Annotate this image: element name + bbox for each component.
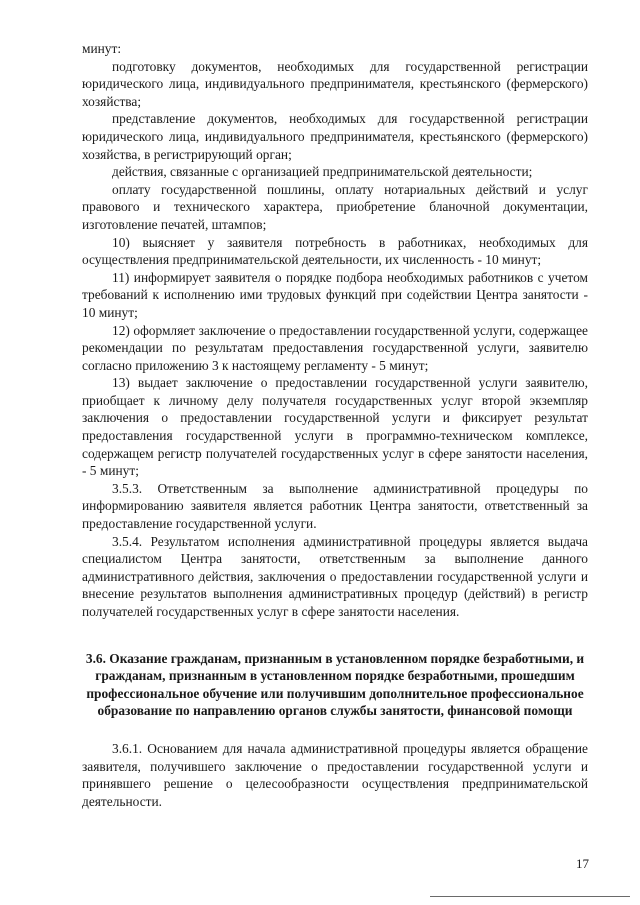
paragraph-item-11: 11) информирует заявителя о порядке подбора необходимых работников с учетом требований к исполнению ими трудовых функций при содействии Центра занятости - 10 минут; bbox=[82, 269, 588, 320]
scan-edge-divider bbox=[430, 896, 630, 897]
paragraph-docs-preparation: подготовку документов, необходимых для государственной регистрации юридического лица, индивидуального предпринимателя, крестьянского (фермерского) хозяйства; bbox=[82, 58, 588, 109]
paragraph-organization-actions: действия, связанные с организацией предпринимательской деятельности; bbox=[112, 164, 533, 180]
paragraph-item-13: 13) выдает заключение о предоставлении государственной услуги заявителю, приобщает к личному делу получателя государственных услуг второй экземпляр заключения о предоставлении государственной услуги и фиксирует результат предоставления государственной услуги в программно-техническом комплексе, содержащем регистр получателей государственных услуг в сфере занятости населения, - 5 минут; bbox=[82, 375, 588, 479]
paragraph-3-5-3: 3.5.3. Ответственным за выполнение административной процедуры по информированию заявителя является работник Центра занятости, ответственный за предоставление государственной услуги. bbox=[82, 480, 588, 532]
paragraph-item-10: 10) выясняет у заявителя потребность в работниках, необходимых для осуществления предпринимательской деятельности, их численность - 10 минут; bbox=[82, 234, 588, 268]
paragraph-fee-payment: оплату государственной пошлины, оплату нотариальных действий и услуг правового и технического характера, приобретение бланочной документации, изготовление печатей, штампов; bbox=[82, 181, 588, 232]
paragraph-continuation: минут: bbox=[82, 41, 122, 56]
paragraph-docs-submission: представление документов, необходимых для государственной регистрации юридического лица, индивидуального предпринимателя, крестьянского (фермерского) хозяйства, в регистрирующий орган; bbox=[82, 111, 588, 162]
paragraph-item-12: 12) оформляет заключение о предоставлении государственной услуги, содержащее рекомендации по результатам предоставления государственной услуги, заявителю согласно приложению 3 к настоящему регламенту - 5 минут; bbox=[82, 322, 588, 373]
paragraph-3-5-4: 3.5.4. Результатом исполнения административной процедуры является выдача специалистом Центра занятости, ответственным за выполнение данного административного действия, заключения о предоставлении государственной услуги и внесение результатов выполнения административных процедур (действий) в регистр получателей государственных услуг в сфере занятости населения. bbox=[82, 533, 588, 619]
page-number: 17 bbox=[576, 856, 589, 871]
page-body bbox=[82, 40, 588, 810]
paragraph-3-6-1: 3.6.1. Основанием для начала административной процедуры является обращение заявителя, получившего заключение о предоставлении государственной услуги и принявшего решение о целесообразности осуществления предпринимательской деятельности. bbox=[82, 740, 588, 809]
section-heading-3-6: 3.6. Оказание гражданам, признанным в установленном порядке безработными, и гражданам, признанным в установленном порядке безработными, прошедшим профессиональное обучение или получившим дополнительное профессиональное образование по направлению органов службы занятости, финансовой помощи bbox=[85, 650, 585, 719]
